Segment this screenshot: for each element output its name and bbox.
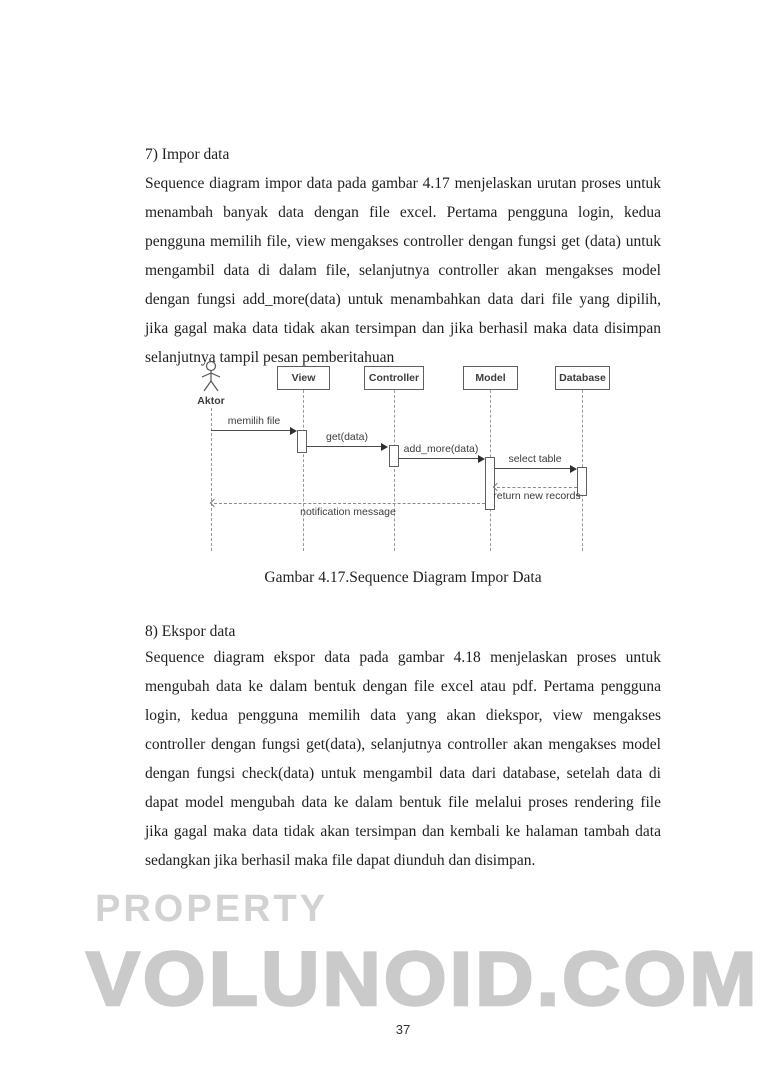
message-arrow-add-more-data <box>399 458 479 459</box>
arrowhead-icon <box>381 443 388 451</box>
activation-bar-view <box>297 430 307 453</box>
paragraph-line: Sequence diagram impor data pada gambar 4.17 menjelaskan urutan proses untuk <box>145 175 661 192</box>
paragraph-line: dengan fungsi check(data) untuk mengambil data dari database, setelah data di <box>145 765 661 782</box>
message-label: notification message <box>300 506 396 518</box>
paragraph-line: mengambil data di dalam file, selanjutnya controller akan mengakses model <box>145 262 661 279</box>
paragraph-line: Sequence diagram ekspor data pada gambar 4.18 menjelaskan proses untuk <box>145 649 661 666</box>
lifeline-box-model: Model <box>463 366 518 390</box>
section-heading-ekspor-data: 8) Ekspor data <box>145 623 236 640</box>
page-number: 37 <box>395 1022 411 1037</box>
sequence-diagram-impor-data <box>185 360 625 556</box>
paragraph-line: dengan fungsi add_more(data) untuk menambahkan data dari file yang dipilih, <box>145 291 661 308</box>
watermark-property: PROPERTY <box>95 888 329 930</box>
lifeline-box-database: Database <box>555 366 610 390</box>
actor-icon <box>199 360 223 394</box>
message-arrow-select-table <box>495 468 571 469</box>
message-return-new-records <box>497 487 577 488</box>
watermark-site: VOLUNOID.COM <box>86 937 760 1022</box>
message-notification-message <box>214 503 485 504</box>
paragraph-ekspor-data <box>145 643 661 875</box>
lifeline-controller <box>394 390 395 551</box>
lifeline-view <box>303 390 304 551</box>
paragraph-line: dapat model mengubah data ke dalam bentuk file melalui proses rendering file <box>145 794 661 811</box>
arrowhead-icon <box>478 455 485 463</box>
paragraph-impor-data <box>145 169 661 372</box>
lifeline-box-controller: Controller <box>364 366 424 390</box>
message-arrow-get-data <box>307 446 382 447</box>
paragraph-line: login, kedua pengguna memilih data yang akan diekspor, view mengakses <box>145 707 661 724</box>
message-label: return new records <box>493 490 581 502</box>
actor-label: Aktor <box>197 395 225 407</box>
paragraph-line: selanjutnya tampil pesan pemberitahuan <box>145 349 395 366</box>
paragraph-line: sedangkan jika berhasil maka file dapat diunduh dan disimpan. <box>145 852 536 869</box>
paragraph-line: mengubah data ke dalam bentuk dengan file excel atau pdf. Pertama pengguna <box>145 678 661 695</box>
message-label: select table <box>508 453 562 465</box>
message-label: add_more(data) <box>403 443 479 455</box>
lifeline-box-view: View <box>277 366 330 390</box>
activation-bar-model <box>485 457 495 510</box>
arrowhead-icon <box>290 427 297 435</box>
paragraph-line: controller dengan fungsi get(data), selanjutnya controller akan mengakses model <box>145 736 661 753</box>
paragraph-line: pengguna memilih file, view mengakses controller dengan fungsi get (data) untuk <box>145 233 661 250</box>
paragraph-line: jika gagal maka data tidak akan tersimpan dan jika berhasil maka data disimpan <box>145 320 661 337</box>
paragraph-line: jika gagal maka data tidak akan tersimpan dan kembali ke halaman tambah data <box>145 823 661 840</box>
figure-caption: Gambar 4.17.Sequence Diagram Impor Data <box>264 569 542 586</box>
arrowhead-icon <box>570 465 577 473</box>
paragraph-line: menambah banyak data dengan file excel. Pertama pengguna login, kedua <box>145 204 661 221</box>
message-arrow-memilih-file <box>211 430 291 431</box>
message-label: memilih file <box>227 415 281 427</box>
section-heading-impor-data: 7) Impor data <box>145 146 230 163</box>
message-label: get(data) <box>325 431 369 443</box>
activation-bar-controller <box>389 445 399 467</box>
